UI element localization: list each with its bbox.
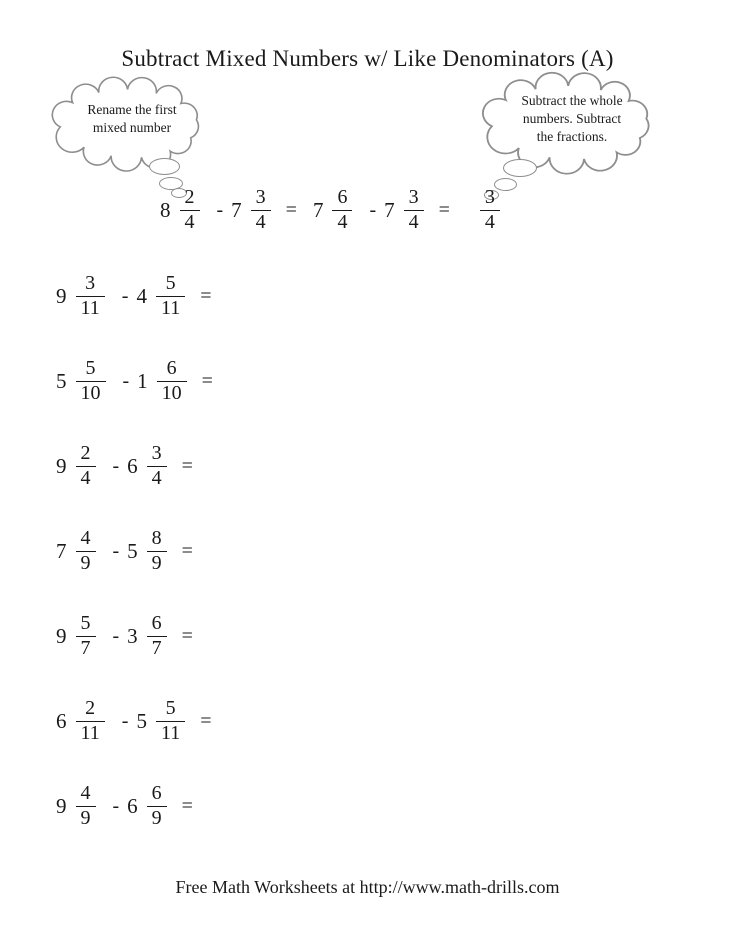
whole-number: 9 [56, 283, 67, 308]
problem-row [56, 697, 211, 745]
problem-row [56, 357, 213, 405]
example-fraction: $\frac{2}{4}$ [180, 186, 200, 234]
fraction: $\frac{4}{9}$ [76, 527, 96, 575]
fraction: $\frac{5}{11}$ [156, 272, 185, 320]
example-whole: 7 [312, 197, 324, 222]
whole-number: 9 [56, 623, 67, 648]
whole-number: 5 [127, 538, 138, 563]
problem-row [56, 442, 193, 490]
example-fraction: $\frac{3}{4}$ [404, 186, 424, 234]
whole-number: 6 [127, 793, 138, 818]
cloud-left-line1: Rename the first [87, 102, 177, 117]
fraction: $\frac{4}{9}$ [76, 782, 96, 830]
equals-sign: = [181, 794, 193, 817]
fraction: $\frac{8}{9}$ [147, 527, 167, 575]
problem-row [56, 527, 193, 575]
example-whole: 7 [384, 197, 395, 222]
equals-sign: = [200, 709, 212, 732]
whole-number: 3 [127, 623, 138, 648]
fraction: $\frac{3}{11}$ [76, 272, 105, 320]
equals-sign: = [201, 369, 213, 392]
whole-number: 1 [137, 368, 148, 393]
minus-sign: - [121, 284, 129, 307]
minus-sign: - [216, 198, 224, 221]
example-row [160, 186, 500, 234]
footer-credit: Free Math Worksheets at http://www.math-drills.com [175, 877, 560, 897]
example-whole: 8 [160, 197, 171, 222]
problem-row [56, 272, 211, 320]
fraction: $\frac{6}{10}$ [157, 357, 187, 405]
whole-number: 6 [127, 453, 138, 478]
fraction: $\frac{6}{7}$ [147, 612, 167, 660]
problem-row [56, 782, 193, 830]
fraction: $\frac{2}{11}$ [76, 697, 105, 745]
whole-number: 5 [56, 368, 67, 393]
minus-sign: - [112, 454, 120, 477]
cloud-left-line2: mixed number [92, 119, 172, 135]
example-fraction: $\frac{3}{4}$ [251, 186, 271, 234]
equals-sign: = [285, 198, 297, 221]
minus-sign: - [369, 198, 377, 221]
minus-sign: - [121, 709, 129, 732]
minus-sign: - [112, 624, 120, 647]
problem-row [56, 612, 193, 660]
fraction: $\frac{5}{7}$ [76, 612, 96, 660]
equals-sign: = [438, 198, 450, 221]
cloud-right-line2: numbers. Subtract [522, 110, 622, 126]
fraction: $\frac{6}{9}$ [147, 782, 167, 830]
minus-sign: - [112, 539, 120, 562]
cloud-right-line1: Subtract the whole [521, 93, 623, 108]
fraction: $\frac{3}{4}$ [147, 442, 167, 490]
cloud-right-line3: the fractions. [536, 128, 608, 144]
thought-cloud-left-text [62, 101, 202, 137]
whole-number: 5 [136, 708, 147, 733]
whole-number: 9 [56, 793, 67, 818]
equals-sign: = [200, 284, 212, 307]
example-fraction: $\frac{6}{4}$ [332, 186, 352, 234]
fraction: $\frac{5}{11}$ [156, 697, 185, 745]
example-answer-fraction: $\frac{3}{4}$ [480, 186, 500, 234]
example-whole: 7 [231, 197, 242, 222]
fraction: $\frac{2}{4}$ [76, 442, 96, 490]
whole-number: 4 [136, 283, 147, 308]
whole-number: 9 [56, 453, 67, 478]
equals-sign: = [181, 539, 193, 562]
whole-number: 6 [56, 708, 67, 733]
equals-sign: = [181, 454, 193, 477]
minus-sign: - [112, 794, 120, 817]
thought-tail-bubble [503, 159, 537, 177]
thought-cloud-right-text [494, 92, 650, 145]
thought-tail-bubble [149, 158, 180, 175]
page-title: Subtract Mixed Numbers w/ Like Denominators (A) [121, 46, 614, 71]
equals-sign: = [181, 624, 193, 647]
whole-number: 7 [56, 538, 67, 563]
fraction: $\frac{5}{10}$ [76, 357, 106, 405]
minus-sign: - [122, 369, 130, 392]
